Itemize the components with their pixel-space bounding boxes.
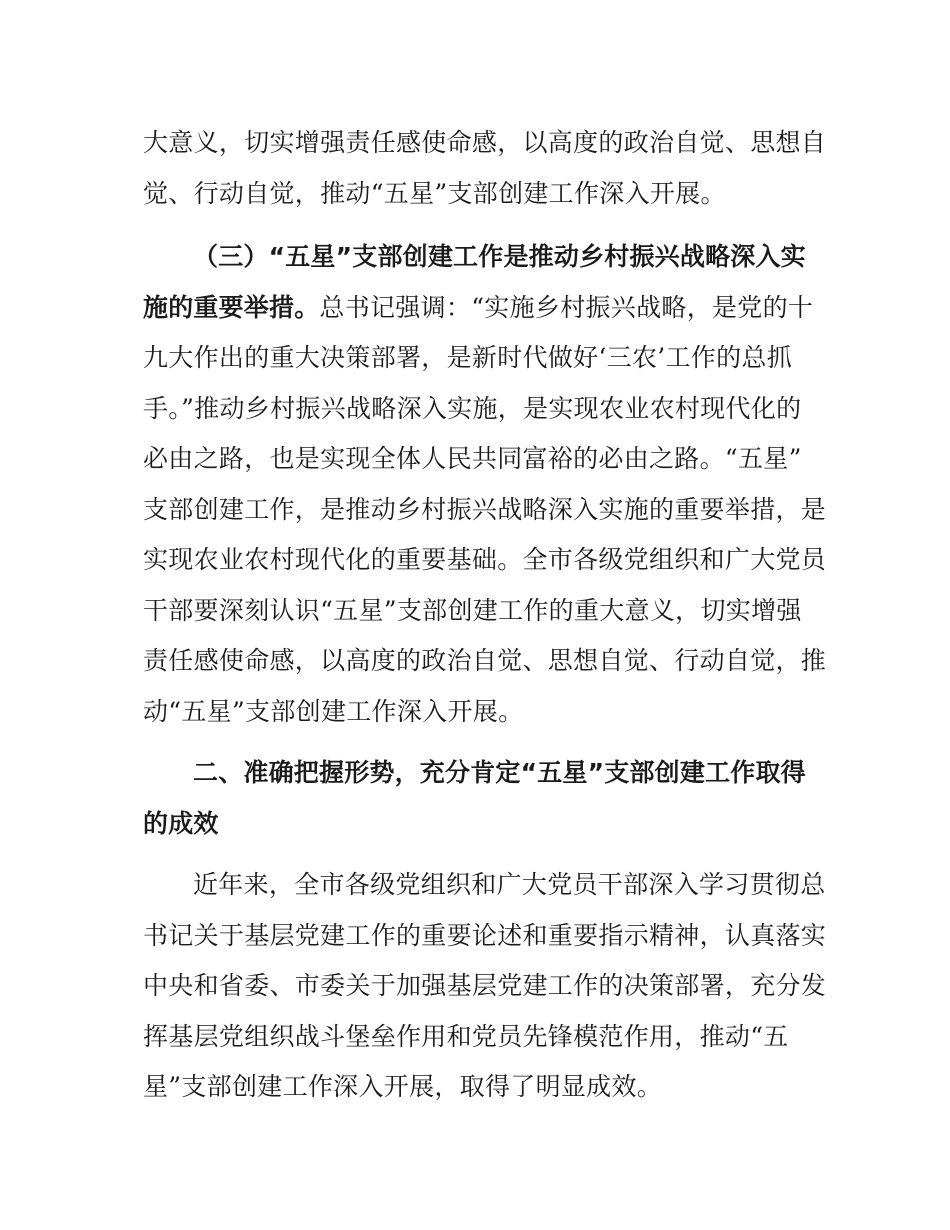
text-line: 实现农业农村现代化的重要基础。全市各级党组织和广大党员 <box>143 545 827 574</box>
heading-line: 二、准确把握形势，充分肯定“五星”支部创建工作取得 <box>193 758 806 787</box>
text-line: 中央和省委、市委关于加强基层党建工作的决策部署，充分发 <box>143 971 827 1000</box>
text-line: 觉、行动自觉，推动“五星”支部创建工作深入开展。 <box>143 178 726 208</box>
text-line: 支部创建工作，是推动乡村振兴战略深入实施的重要举措，是 <box>143 494 827 524</box>
text-line: 挥基层党组织战斗堡垒作用和党员先锋模范作用，推动“五 <box>143 1021 789 1051</box>
text-line: 干部要深刻认识“五星”支部创建工作的重大意义，切实增强 <box>143 595 802 625</box>
text-line: 手。”推动乡村振兴战略深入实施，是实现农业农村现代化的 <box>143 393 802 423</box>
text-line: 大意义，切实增强责任感使命感，以高度的政治自觉、思想自 <box>143 128 827 157</box>
paragraph-achievements <box>143 860 827 1113</box>
text-line: 必由之路，也是实现全体人民共同富裕的必由之路。“五星” <box>143 444 802 473</box>
paragraph-continuation <box>143 118 827 219</box>
section-heading-text: 施的重要举措。 <box>143 292 320 322</box>
text-line: 近年来，全市各级党组织和广大党员干部深入学习贯彻总 <box>193 870 826 899</box>
section-heading-line <box>143 232 811 283</box>
section-heading-two <box>143 748 811 849</box>
text-span: 总书记强调：“实施乡村振兴战略，是党的十 <box>319 292 814 322</box>
section-heading-text: （三）“五星”支部创建工作是推动乡村振兴战略深入实 <box>193 242 806 271</box>
text-line: 九大作出的重大决策部署，是新时代做好‘三农’工作的总抓 <box>143 343 792 372</box>
text-line: 星”支部创建工作深入开展，取得了明显成效。 <box>143 1072 663 1101</box>
text-line: 责任感使命感，以高度的政治自觉、思想自觉、行动自觉，推 <box>143 646 827 675</box>
text-line <box>143 283 814 334</box>
paragraph-section-three <box>143 232 827 737</box>
text-line: 书记关于基层党建工作的重要论述和重要指示精神，认真落实 <box>143 920 827 950</box>
text-line: 动“五星”支部创建工作深入开展。 <box>143 696 524 726</box>
heading-line: 的成效 <box>143 808 219 838</box>
